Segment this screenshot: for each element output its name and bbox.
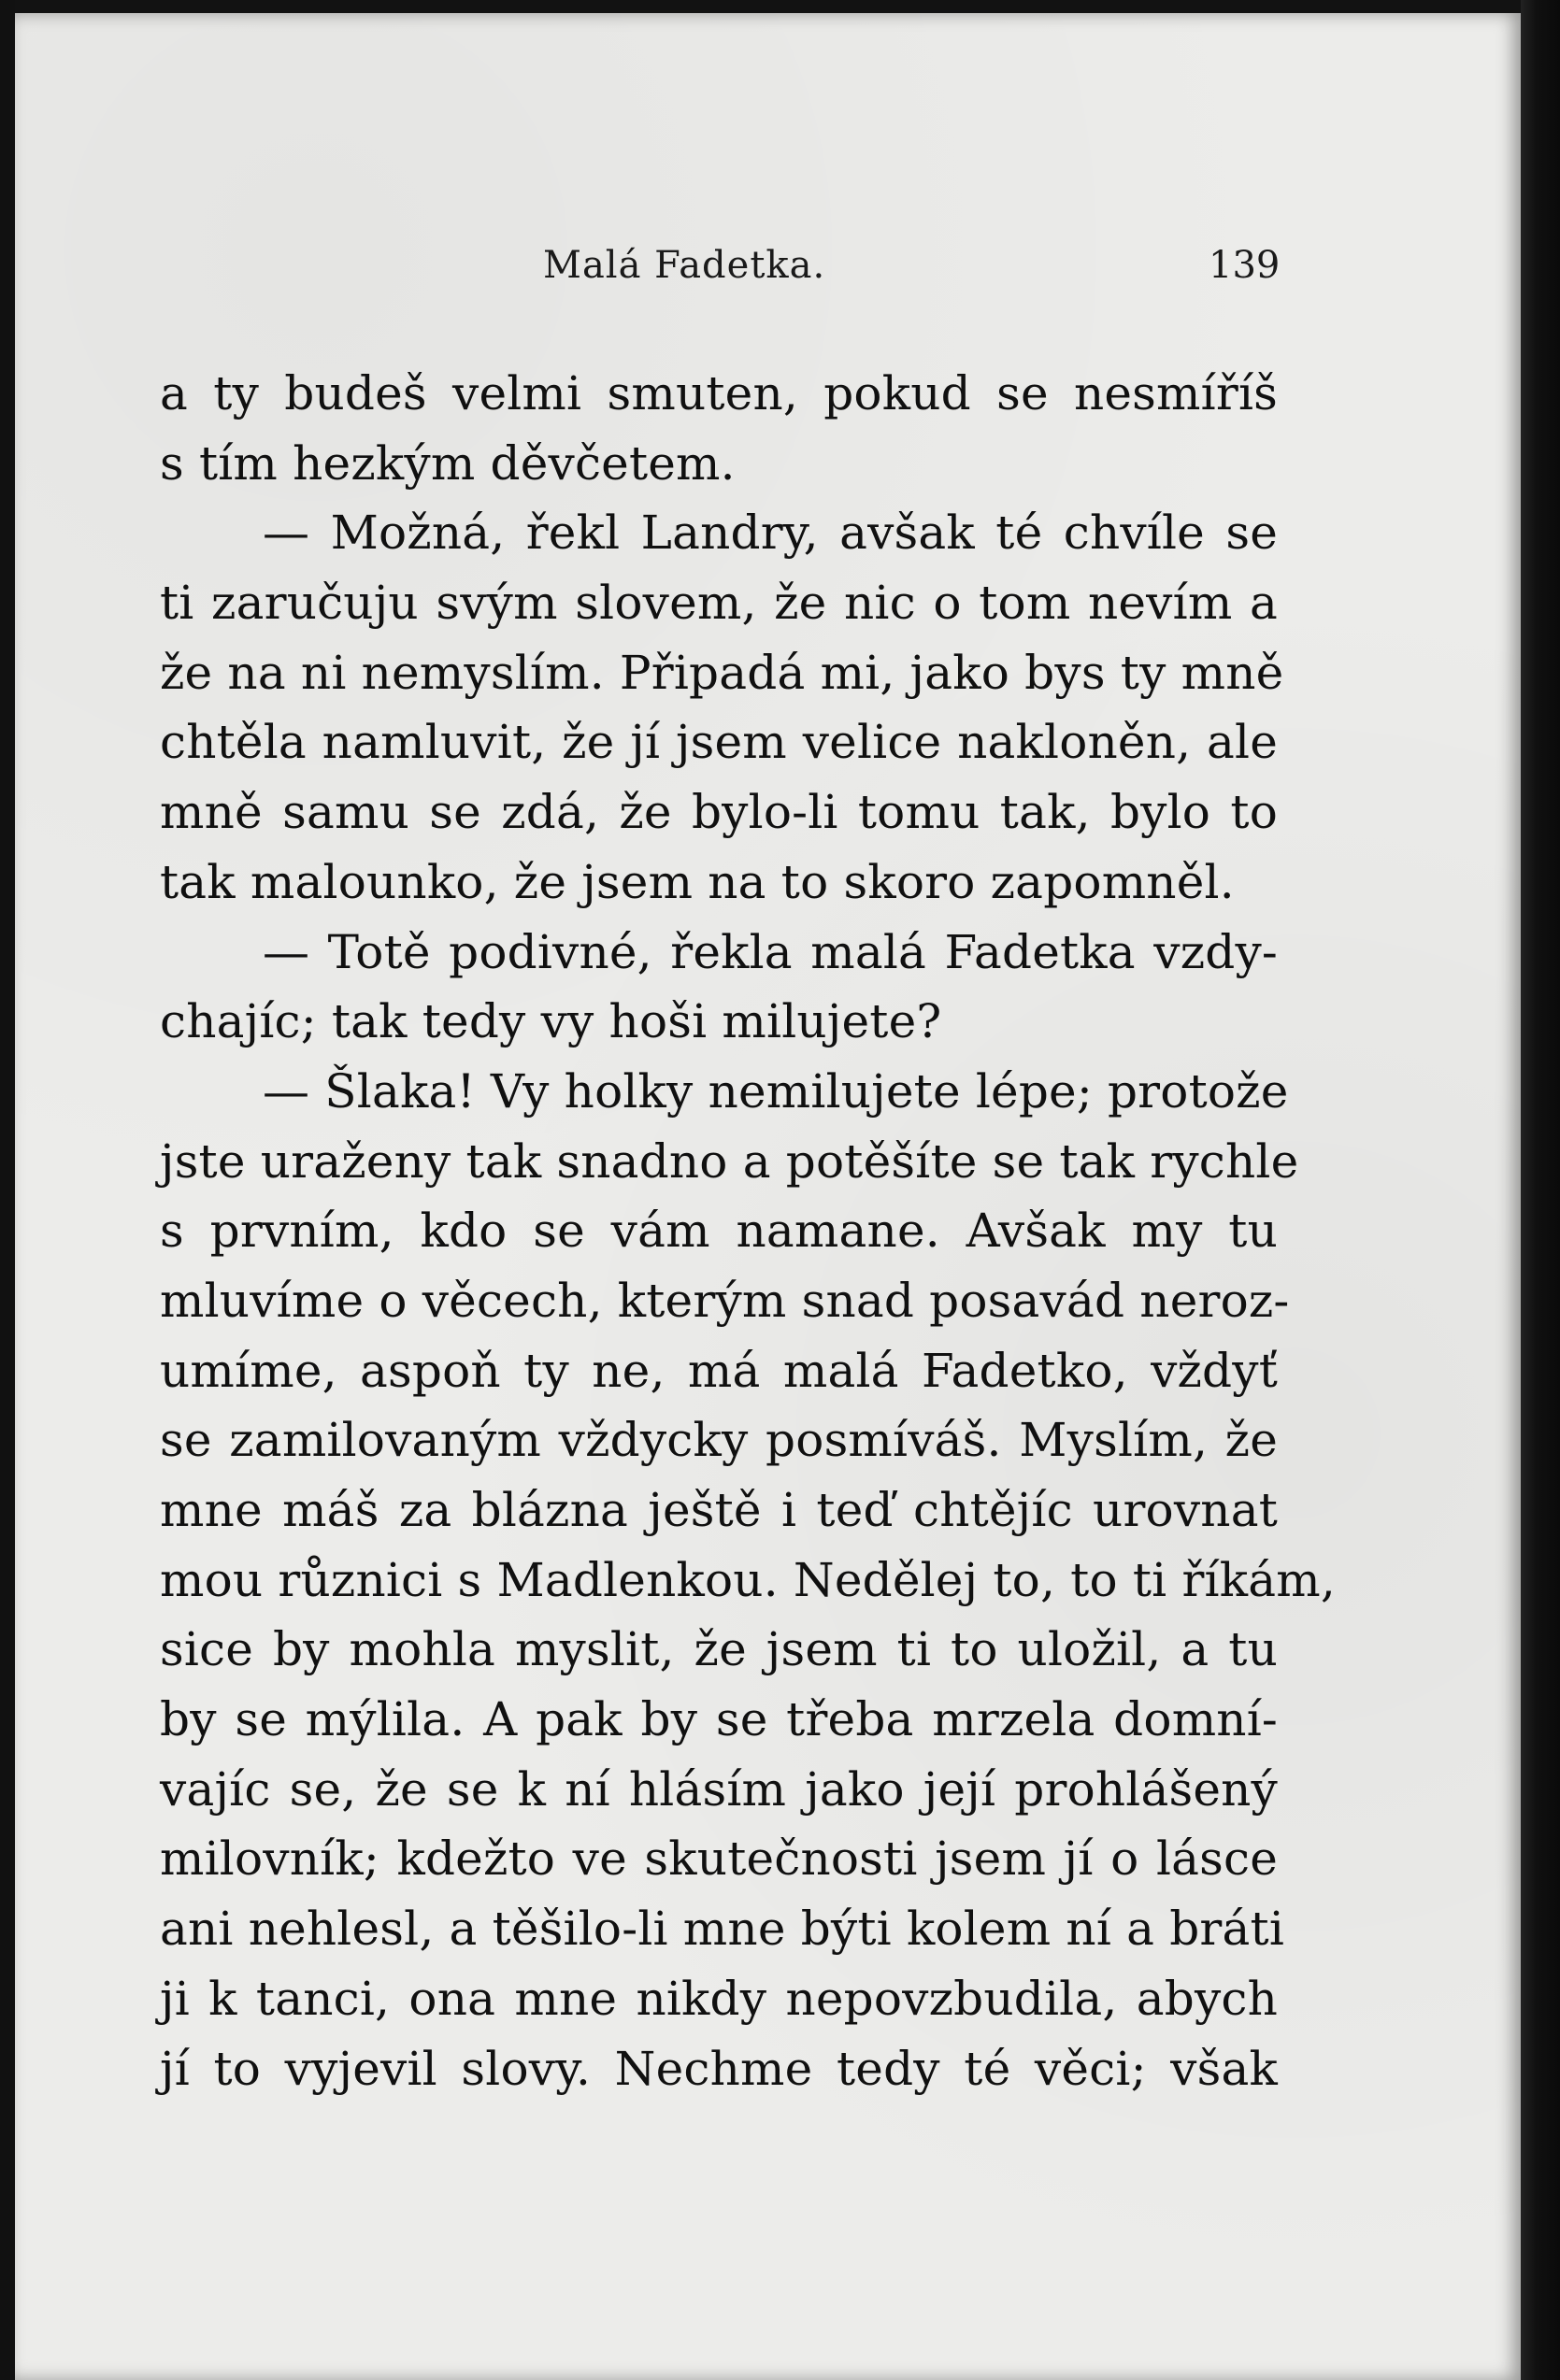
text-line: mně samu se zdá, že bylo-li tomu tak, bylo to	[160, 785, 1278, 840]
text-line: ji k tanci, ona mne nikdy nepovzbudila, abych	[160, 1971, 1278, 2026]
text-line: jste uraženy tak snadno a potěšíte se tak rychle	[160, 1133, 1299, 1189]
text-line: tak malounko, že jsem na to skoro zapomněl.	[160, 854, 1235, 909]
text-line: — Totě podivné, řekla malá Fadetka vzdy-	[263, 924, 1278, 979]
text-line: se zamilovaným vždycky posmíváš. Myslím, že	[160, 1413, 1278, 1468]
text-line: s tím hezkým děvčetem.	[160, 435, 736, 491]
text-line: že na ni nemyslím. Připadá mi, jako bys ty mně	[160, 645, 1284, 700]
text-line: umíme, aspoň ty ne, má malá Fadetko, vždyť	[160, 1343, 1278, 1398]
text-line: a ty budeš velmi smuten, pokud se nesmíříš	[160, 366, 1278, 420]
text-line: vajíc se, že se k ní hlásím jako její prohlášený	[160, 1761, 1278, 1817]
text-line: chajíc; tak tedy vy hoši milujete?	[160, 994, 942, 1049]
text-line: mne máš za blázna ještě i teď chtějíc urovnat	[160, 1483, 1278, 1537]
text-line: sice by mohla myslit, že jsem ti to uložil, a tu	[160, 1622, 1278, 1677]
page-number: 139	[1209, 244, 1281, 287]
scan-border-top	[0, 0, 1560, 13]
text-line: chtěla namluvit, že jí jsem velice nakloněn, ale	[160, 715, 1278, 770]
scan-border-left	[0, 0, 15, 2380]
text-line: ti zaručuju svým slovem, že nic o tom nevím a	[160, 576, 1278, 631]
text-line: mluvíme o věcech, kterým snad posavád neroz-	[160, 1273, 1290, 1328]
scan-border-right	[1521, 0, 1560, 2380]
running-title: Malá Fadetka.	[543, 244, 826, 287]
text-line: milovník; kdežto ve skutečnosti jsem jí o lásce	[160, 1831, 1278, 1887]
text-line: mou různici s Madlenkou. Nedělej to, to ti říkám,	[160, 1552, 1336, 1607]
body-text	[160, 359, 1336, 2103]
text-line: by se mýlila. A pak by se třeba mrzela domní-	[160, 1692, 1278, 1747]
text-line: — Šlaka! Vy holky nemilujete lépe; protože	[263, 1063, 1289, 1119]
text-line: ani nehlesl, a těšilo-li mne býti kolem ní a bráti	[160, 1902, 1285, 1957]
text-line: — Možná, řekl Landry, avšak té chvíle se	[263, 506, 1278, 561]
text-line: jí to vyjevil slovy. Nechme tedy té věci; však	[160, 2041, 1278, 2096]
text-line: s prvním, kdo se vám namane. Avšak my tu	[160, 1204, 1278, 1259]
book-page	[15, 13, 1521, 2380]
